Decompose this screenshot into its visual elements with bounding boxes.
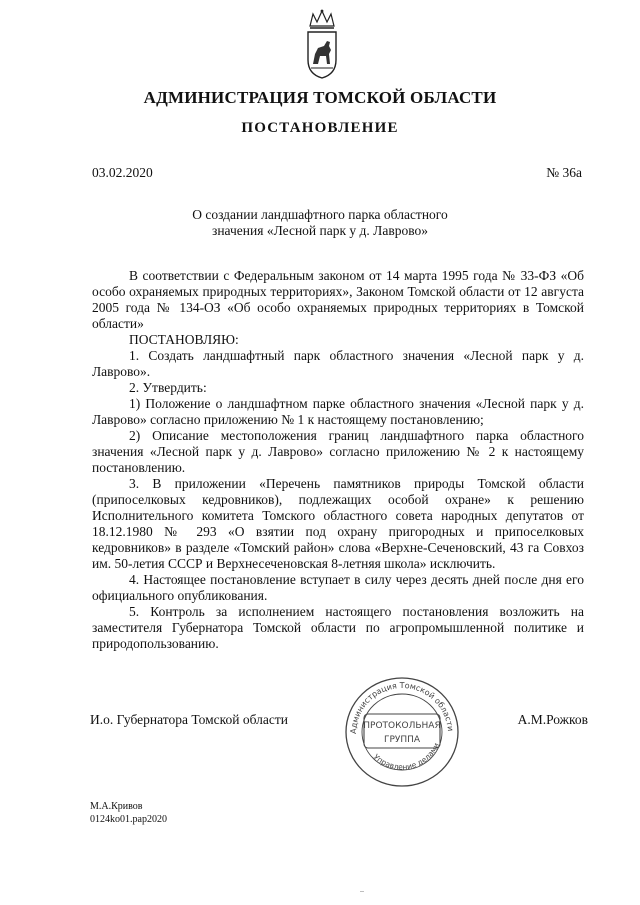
page-marker: .. xyxy=(360,885,364,894)
protocol-group-stamp xyxy=(338,672,466,790)
item-2-2: 2) Описание местоположения границ ландшафтного парка областного значения «Лесной парк у д. Лаврово» согласно приложению № 2 к настоящему постановлению. xyxy=(92,428,584,475)
document-body xyxy=(92,268,584,652)
item-4: 4. Настоящее постановление вступает в силу через десять дней после дня его официального опубликования. xyxy=(92,572,584,603)
document-date: 03.02.2020 xyxy=(92,165,153,180)
item-2: 2. Утвердить: xyxy=(129,380,207,395)
signatory-name: А.М.Рожков xyxy=(517,712,588,727)
executor-name: М.А.Кривов xyxy=(90,801,143,812)
tomsk-oblast-coat-of-arms-icon xyxy=(305,8,339,80)
executor-info xyxy=(90,800,167,826)
item-5: 5. Контроль за исполнением настоящего постановления возложить на заместителя Губернатора Томской области по агропромышленной политике и природопользованию. xyxy=(92,604,584,651)
resolve-heading: ПОСТАНОВЛЯЮ: xyxy=(129,332,239,347)
stamp-center-line-2: ГРУППА xyxy=(383,735,421,745)
item-2-1: 1) Положение о ландшафтном парке областного значения «Лесной парк у д. Лаврово» согласно приложению № 1 к настоящему постановлению; xyxy=(92,396,584,427)
preamble-paragraph: В соответствии с Федеральным законом от 14 марта 1995 года № 33-ФЗ «Об особо охраняемых природных территориях», Законом Томской области от 12 августа 2005 года № 134-ОЗ «Об особо охраняемых природных территориях в Томской области» xyxy=(92,268,584,331)
item-3: 3. В приложении «Перечень памятников природы Томской области (припоселковых кедровников), подлежащих особой охране» к решению Исполнительного комитета Томского областного совета народных депутатов от 18.12.1980 № 293 «О взятии под охрану пригородных и припоселковых кедровников» в разделе «Томский район» слова «Верхне-Сеченовский, 43 га Совхоз им. 50-летия СССР и Верхнесеченовская 8-летняя школа» исключить. xyxy=(92,476,584,571)
stamp-center-line-1: ПРОТОКОЛЬНАЯ xyxy=(363,721,441,731)
organization-title: АДМИНИСТРАЦИЯ ТОМСКОЙ ОБЛАСТИ xyxy=(143,88,497,107)
subject-line-1: О создании ландшафтного парка областного xyxy=(192,207,448,222)
executor-file: 0124ko01.pap2020 xyxy=(90,814,167,825)
stamp-ring-text: Администрация Томской области xyxy=(348,680,455,735)
document-type-title: ПОСТАНОВЛЕНИЕ xyxy=(241,120,399,136)
item-1: 1. Создать ландшафтный парк областного значения «Лесной парк у д. Лаврово». xyxy=(92,348,584,379)
stamp-ring-bottom-text: Управление делами xyxy=(371,741,442,772)
document-subject xyxy=(0,207,640,239)
subject-line-2: значения «Лесной парк у д. Лаврово» xyxy=(212,223,428,238)
document-number: № 36а xyxy=(546,165,582,180)
signatory-position: И.о. Губернатора Томской области xyxy=(90,712,288,727)
